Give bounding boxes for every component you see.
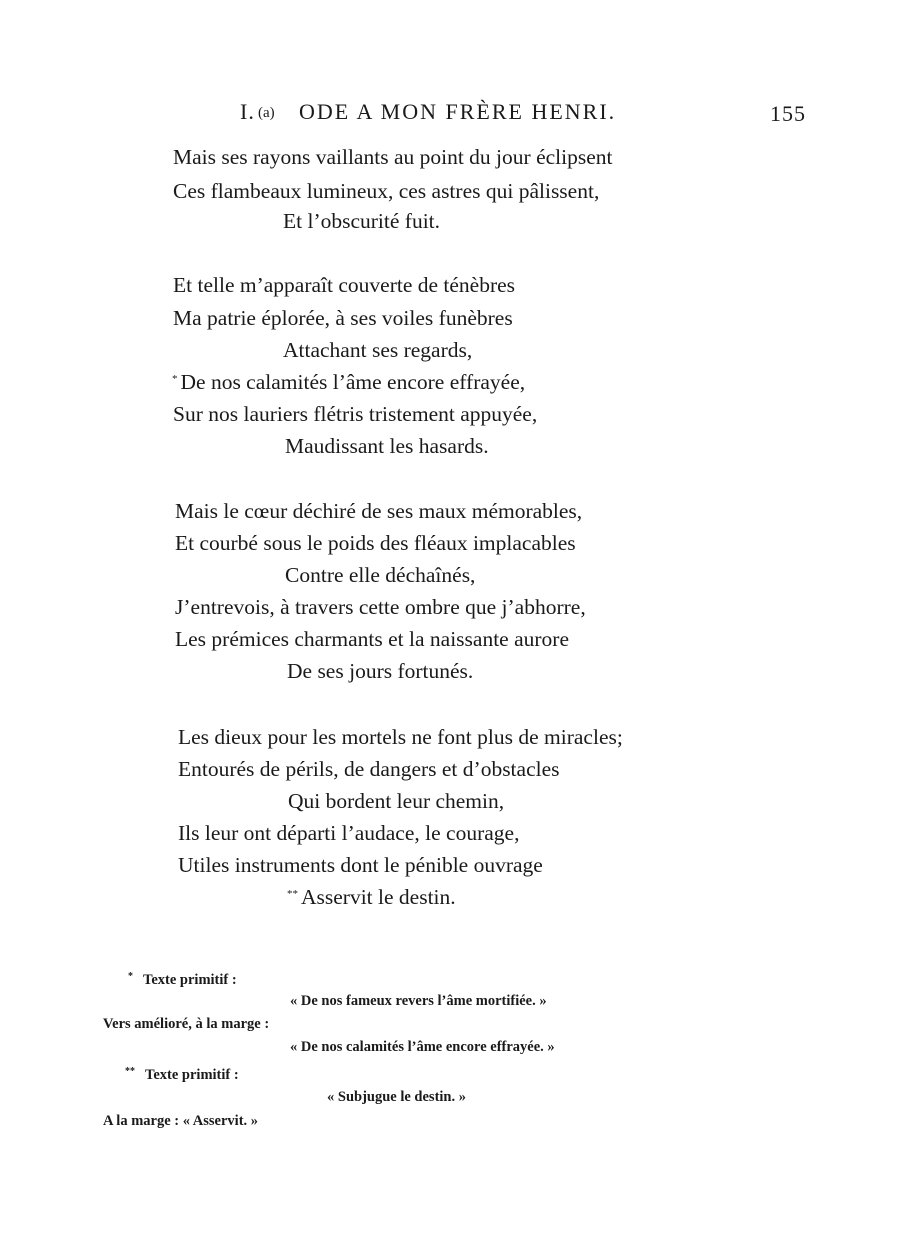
poem-line: Sur nos lauriers flétris tristement appuyée,	[173, 402, 538, 426]
footnote-margin-note: A la marge : « Asservit. »	[103, 1113, 259, 1129]
footnote-marker: *	[172, 373, 178, 385]
footnote-label: Texte primitif :	[143, 972, 237, 988]
footnote-2	[125, 1067, 239, 1083]
footnote-marker: **	[287, 888, 298, 900]
section-number: I.	[240, 99, 255, 124]
footnote-marker: *	[128, 971, 133, 982]
section-sub: (a)	[258, 105, 275, 121]
poem-line-text: Asservit le destin.	[301, 885, 456, 909]
poem-line-text: De nos calamités l’âme encore effrayée,	[180, 370, 526, 394]
footnote-quote: « Subjugue le destin. »	[327, 1089, 466, 1105]
poem-line: Ces flambeaux lumineux, ces astres qui pâlissent,	[173, 179, 600, 203]
poem-line: Utiles instruments dont le pénible ouvrage	[178, 853, 543, 877]
poem-line: Qui bordent leur chemin,	[288, 789, 505, 813]
poem-line: Et l’obscurité fuit.	[283, 209, 441, 233]
footnote-quote: « De nos calamités l’âme encore effrayée. »	[290, 1039, 555, 1055]
poem-line: Mais ses rayons vaillants au point du jour éclipsent	[173, 145, 613, 169]
poem-line-annotated	[287, 887, 456, 909]
poem-line: J’entrevois, à travers cette ombre que j’abhorre,	[175, 595, 586, 619]
footnote-quote: « De nos fameux revers l’âme mortifiée. »	[290, 993, 547, 1009]
page-title: ODE A MON FRÈRE HENRI.	[299, 99, 617, 124]
footnote-label: Texte primitif :	[145, 1067, 239, 1083]
poem-line: Ma patrie éplorée, à ses voiles funèbres	[173, 306, 513, 330]
page-number: 155	[770, 101, 806, 126]
poem-line: Contre elle déchaînés,	[285, 563, 476, 587]
poem-line: Attachant ses regards,	[283, 338, 473, 362]
poem-line: De ses jours fortunés.	[287, 659, 474, 683]
poem-line: Et telle m’apparaît couverte de ténèbres	[173, 273, 516, 297]
poem-line: Les prémices charmants et la naissante aurore	[175, 627, 569, 651]
footnote-margin-label: Vers amélioré, à la marge :	[103, 1016, 270, 1032]
poem-line: Les dieux pour les mortels ne font plus de miracles;	[178, 725, 623, 749]
poem-line: Mais le cœur déchiré de ses maux mémorables,	[175, 499, 583, 523]
poem-line: Ils leur ont départi l’audace, le courage,	[178, 821, 520, 845]
poem-line: Maudissant les hasards.	[285, 434, 489, 458]
poem-line: Entourés de périls, de dangers et d’obstacles	[178, 757, 560, 781]
footnote-marker: **	[125, 1066, 135, 1077]
poem-line: Et courbé sous le poids des fléaux implacables	[175, 531, 576, 555]
running-header	[0, 97, 900, 133]
poem-line-annotated	[172, 372, 525, 394]
footnote-1	[128, 972, 237, 988]
